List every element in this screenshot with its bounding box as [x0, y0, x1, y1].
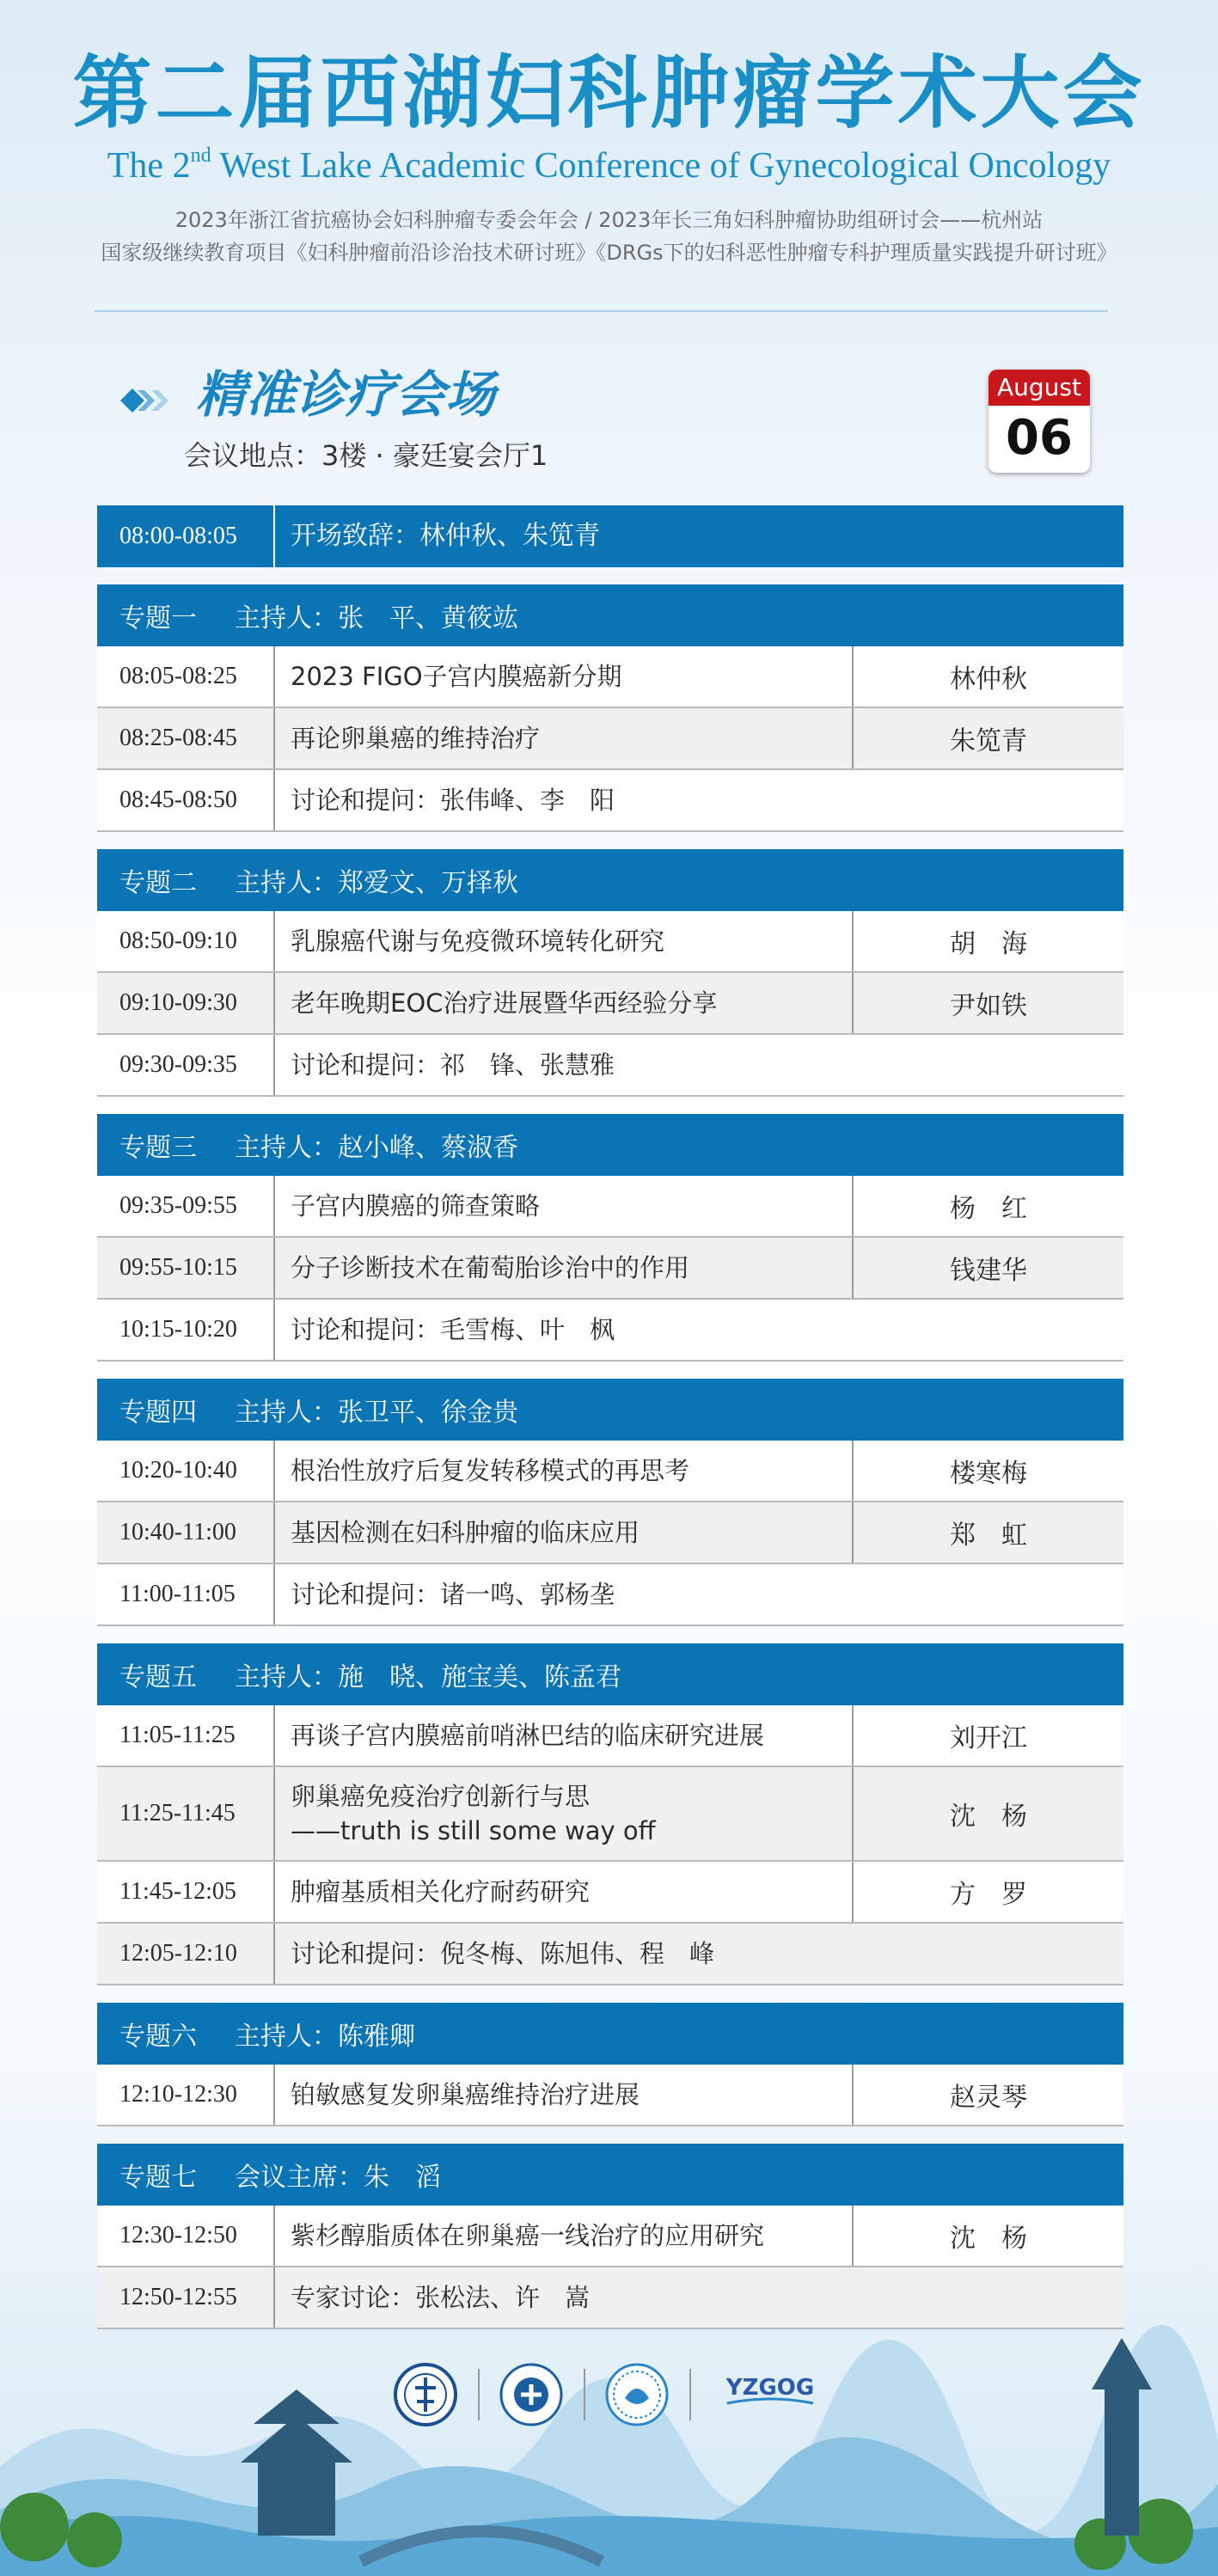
talk-topic: [275, 1176, 854, 1236]
session-chair: 主持人：陈雅卿: [235, 2022, 415, 2052]
cccs-emblem-icon: [604, 2362, 670, 2427]
talk-row: [97, 973, 1123, 1035]
talk-speaker: 钱建华: [950, 1256, 1027, 1286]
talk-topic-text: 再论卵巢癌的维持治疗: [291, 724, 541, 753]
talk-topic: [275, 911, 854, 971]
talk-topic: [275, 1564, 1123, 1625]
talk-topic: [275, 2206, 854, 2266]
session-header: [97, 2144, 1123, 2206]
talk-row: [97, 2065, 1123, 2126]
talk-topic: [275, 1035, 1123, 1095]
schedule-table: [97, 505, 1123, 2329]
session-label: 专题一: [119, 603, 197, 633]
talk-time: 11:00-11:05: [97, 1564, 275, 1625]
talk-time: 10:15-10:20: [97, 1300, 275, 1360]
logo-separator: [584, 2369, 585, 2420]
talk-topic: [275, 1924, 1123, 1984]
talk-topic-text: 卵巢癌免疫治疗创新行与思: [291, 1782, 591, 1811]
talk-topic: [275, 770, 1123, 830]
session-chair: 主持人：郑爱文、万择秋: [235, 868, 518, 898]
talk-topic-text: 乳腺癌代谢与免疫微环境转化研究: [291, 927, 665, 956]
talk-topic-text: 肿瘤基质相关化疗耐药研究: [291, 1877, 591, 1906]
talk-speaker: 方 罗: [950, 1880, 1027, 1910]
talk-speaker: 赵灵琴: [950, 2083, 1027, 2113]
calendar-date-badge: [988, 370, 1090, 473]
talk-time: 12:05-12:10: [97, 1924, 275, 1984]
session-header: [97, 2003, 1123, 2065]
talk-row: [97, 1441, 1123, 1502]
session-header: [97, 849, 1123, 911]
talk-topic-text: 紫杉醇脂质体在卵巢癌一线治疗的应用研究: [291, 2221, 765, 2250]
talk-time: 08:50-09:10: [97, 911, 275, 971]
double-chevron-right-icon: [120, 385, 175, 416]
calendar-day: 06: [1006, 410, 1073, 466]
talk-time: 08:45-08:50: [97, 770, 275, 830]
talk-time: 08:05-08:25: [97, 646, 275, 707]
header-divider: [95, 310, 1108, 312]
talk-speaker: 刘开江: [950, 1723, 1027, 1753]
session-label: 专题七: [119, 2163, 197, 2193]
talk-row: [97, 646, 1123, 708]
talk-time: 09:55-10:15: [97, 1238, 275, 1298]
talk-speaker: 杨 红: [950, 1194, 1027, 1224]
title-en-pre: The 2: [107, 146, 191, 186]
talk-topic-text: 铂敏感复发卵巢癌维持治疗进展: [291, 2080, 640, 2109]
talk-time: 11:45-12:05: [97, 1862, 275, 1922]
session-label: 专题五: [119, 1662, 197, 1692]
opening-time: 08:00-08:05: [97, 505, 275, 567]
footer-landscape: [0, 2312, 1218, 2576]
session-label: 专题二: [119, 868, 197, 898]
talk-speaker: 楼寒梅: [950, 1459, 1027, 1489]
talk-topic-text: 再谈子宫内膜癌前哨淋巴结的临床研究进展: [291, 1721, 765, 1750]
talk-topic: [275, 1502, 854, 1563]
title-en-sup: nd: [190, 144, 211, 167]
talk-topic-text: 讨论和提问：诸一鸣、郭杨垄: [291, 1580, 615, 1609]
talk-topic: [275, 1238, 854, 1298]
session-label: 专题四: [119, 1398, 197, 1428]
talk-topic-subtitle: ——truth is still some way off: [291, 1816, 656, 1845]
talk-topic-text: 老年晚期EOC治疗进展暨华西经验分享: [291, 988, 718, 1018]
discussion-row: [97, 1564, 1123, 1626]
venue-title: 精准诊疗会场: [196, 365, 496, 424]
talk-time: 10:20-10:40: [97, 1441, 275, 1501]
talk-time: 11:25-11:45: [97, 1767, 275, 1860]
talk-topic-text: 讨论和提问：祁 锋、张慧雅: [291, 1050, 615, 1080]
talk-time: 09:30-09:35: [97, 1035, 275, 1095]
page-title-cn: 第二届西湖妇科肿瘤学术大会: [72, 46, 1146, 139]
talk-row: [97, 2206, 1123, 2267]
talk-row: [97, 1862, 1123, 1924]
talk-topic: [275, 708, 854, 768]
talk-speaker: 朱笕青: [950, 726, 1027, 756]
session-chair: 主持人：张卫平、徐金贵: [235, 1398, 518, 1428]
logo-separator: [689, 2369, 691, 2420]
discussion-row: [97, 1300, 1123, 1361]
opening-row: [97, 505, 1123, 567]
discussion-row: [97, 1035, 1123, 1097]
talk-topic: [275, 1300, 1123, 1360]
talk-topic: [275, 1862, 854, 1922]
talk-time: 09:35-09:55: [97, 1176, 275, 1236]
talk-row: [97, 708, 1123, 770]
talk-topic-text: 专家讨论：张松法、许 嵩: [291, 2283, 591, 2312]
session-header: [97, 1643, 1123, 1705]
talk-time: 08:25-08:45: [97, 708, 275, 768]
talk-topic-text: 子宫内膜癌的筛查策略: [291, 1191, 541, 1221]
session-header: [97, 1379, 1123, 1441]
talk-topic-text: 讨论和提问：毛雪梅、叶 枫: [291, 1315, 615, 1344]
calendar-month: August: [988, 370, 1090, 406]
talk-topic-text: 讨论和提问：倪冬梅、陈旭伟、程 峰: [291, 1939, 715, 1968]
venue-location: 会议地点：3楼 · 豪廷宴会厅1: [184, 439, 548, 472]
logo-separator: [478, 2369, 480, 2420]
talk-topic-text: 2023 FIGO子宫内膜癌新分期: [291, 662, 622, 691]
association-seal-icon: [393, 2362, 458, 2427]
yzgog-logo-icon: [719, 2369, 822, 2420]
talk-row: [97, 1238, 1123, 1300]
talk-speaker: 沈 杨: [950, 2224, 1027, 2254]
talk-topic: [275, 1767, 854, 1860]
talk-speaker: 郑 虹: [950, 1521, 1027, 1551]
talk-row: [97, 1502, 1123, 1564]
talk-speaker: 沈 杨: [950, 1802, 1027, 1832]
talk-topic: [275, 973, 854, 1033]
talk-topic: [275, 1705, 854, 1765]
session-chair: 主持人：张 平、黄筱竑: [235, 603, 518, 633]
talk-time: 12:30-12:50: [97, 2206, 275, 2266]
page-title-en: [0, 144, 1218, 186]
talk-row: [97, 1176, 1123, 1238]
subtitle-line-2: 国家级继续教育项目《妇科肿瘤前沿诊治技术研讨班》《DRGs下的妇科恶性肿瘤专科护理质量实践提升研讨班》: [101, 241, 1117, 265]
session-chair: 会议主席：朱 滔: [235, 2163, 441, 2193]
talk-topic: [275, 2065, 854, 2125]
talk-topic-text: 根治性放疗后复发转移模式的再思考: [291, 1456, 690, 1485]
session-header: [97, 1114, 1123, 1176]
talk-topic-text: 讨论和提问：张伟峰、李 阳: [291, 786, 615, 815]
session-label: 专题六: [119, 2022, 197, 2052]
talk-row: [97, 1705, 1123, 1767]
hospital-emblem-icon: [499, 2362, 564, 2427]
session-header: [97, 584, 1123, 646]
talk-speaker: 胡 海: [950, 929, 1027, 959]
talk-row: [97, 911, 1123, 973]
talk-row: [97, 1767, 1123, 1862]
talk-time: 12:10-12:30: [97, 2065, 275, 2125]
discussion-row: [97, 770, 1123, 832]
talk-topic: [275, 646, 854, 707]
session-chair: 主持人：施 晓、施宝美、陈孟君: [235, 1662, 621, 1692]
talk-time: 11:05-11:25: [97, 1705, 275, 1765]
title-en-post: West Lake Academic Conference of Gynecological Oncology: [211, 146, 1111, 186]
session-label: 专题三: [119, 1133, 197, 1163]
talk-time: 10:40-11:00: [97, 1502, 275, 1563]
discussion-row: [97, 1924, 1123, 1986]
talk-speaker: 林仲秋: [950, 664, 1027, 694]
yzgog-logo-text: YZGOG: [725, 2375, 815, 2401]
talk-topic: [275, 1441, 854, 1501]
talk-time: 12:50-12:55: [97, 2267, 275, 2328]
opening-text: 开场致辞：林仲秋、朱笕青: [291, 521, 600, 551]
talk-topic-text: 分子诊断技术在葡萄胎诊治中的作用: [291, 1253, 690, 1282]
talk-speaker: 尹如铁: [950, 991, 1027, 1021]
subtitle-line-1: 2023年浙江省抗癌协会妇科肿瘤专委会年会 / 2023年长三角妇科肿瘤协助组研讨会——杭州站: [174, 208, 1044, 232]
talk-topic-text: 基因检测在妇科肿瘤的临床应用: [291, 1518, 640, 1547]
talk-time: 09:10-09:30: [97, 973, 275, 1033]
session-chair: 主持人：赵小峰、蔡淑香: [235, 1133, 518, 1163]
